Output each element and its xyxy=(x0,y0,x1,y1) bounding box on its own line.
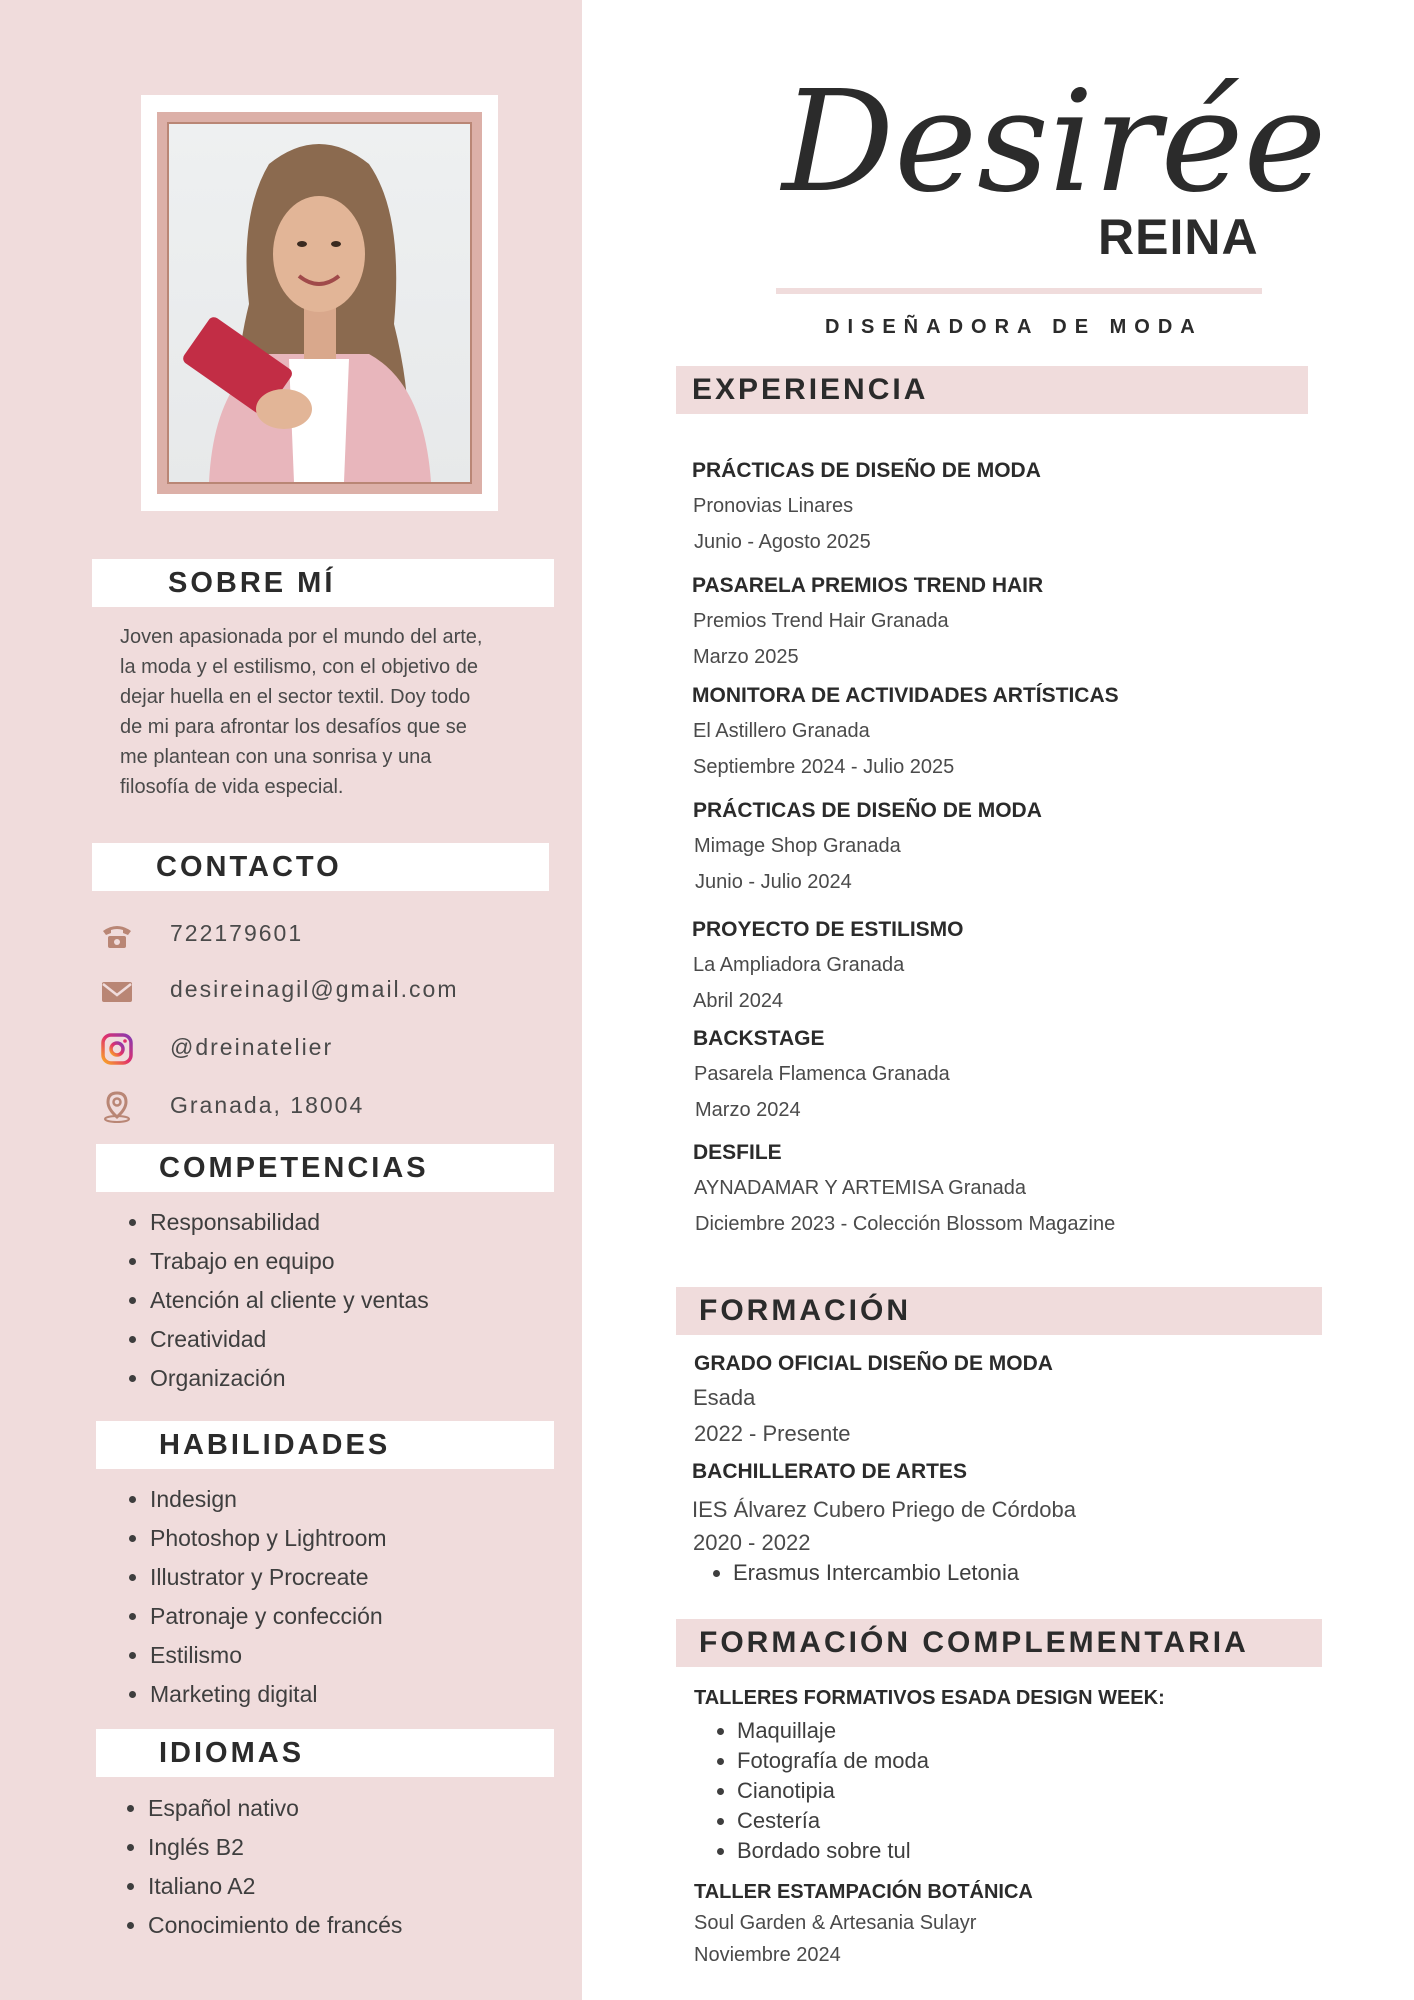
education-school: Esada xyxy=(693,1385,756,1410)
job-title: PRÁCTICAS DE DISEÑO DE MODA xyxy=(693,799,1042,822)
habilidades-heading-bar xyxy=(96,1421,554,1469)
location-text: Granada, 18004 xyxy=(170,1092,365,1118)
idiomas-list xyxy=(120,1789,402,1945)
list-item: • Conocimiento de francés xyxy=(148,1906,402,1945)
instagram-icon xyxy=(100,1032,134,1066)
formacion-heading: FORMACIÓN xyxy=(699,1294,911,1327)
job-company: AYNADAMAR Y ARTEMISA Granada xyxy=(694,1177,1026,1199)
svg-text:Desirée: Desirée xyxy=(782,61,1327,224)
taller2-place: Soul Garden & Artesania Sulayr xyxy=(694,1912,977,1934)
job-company: El Astillero Granada xyxy=(693,720,870,742)
competencias-heading: COMPETENCIAS xyxy=(159,1152,429,1184)
taller2-title: TALLER ESTAMPACIÓN BOTÁNICA xyxy=(694,1881,1033,1903)
list-item: • Cianotipia xyxy=(737,1776,929,1806)
list-item: • Fotografía de moda xyxy=(737,1746,929,1776)
job-title: BACKSTAGE xyxy=(693,1027,825,1050)
talleres-title: TALLERES FORMATIVOS ESADA DESIGN WEEK: xyxy=(694,1687,1165,1709)
list-item: • Atención al cliente y ventas xyxy=(150,1281,429,1320)
job-dates: Junio - Julio 2024 xyxy=(695,871,852,893)
list-item: • Cestería xyxy=(737,1806,929,1836)
idiomas-heading-bar xyxy=(96,1729,554,1777)
about-text: Joven apasionada por el mundo del arte, la moda y el estilismo, con el objetivo de dejar huella en el sector textil. Doy todo de mi para afrontar los desafíos que se me plantean con una sonrisa y una filosofía de vida especial. xyxy=(120,626,483,798)
list-item: • Indesign xyxy=(150,1480,387,1519)
list-item: • Italiano A2 xyxy=(148,1867,402,1906)
last-name: REINA xyxy=(1098,209,1259,265)
idiomas-heading: IDIOMAS xyxy=(159,1737,305,1769)
education-dates: 2020 - 2022 xyxy=(693,1530,811,1555)
job-dates: Marzo 2025 xyxy=(693,646,799,668)
profile-photo xyxy=(167,122,472,484)
complementaria-heading: FORMACIÓN COMPLEMENTARIA xyxy=(699,1626,1249,1659)
list-item: • Photoshop y Lightroom xyxy=(150,1519,387,1558)
contact-instagram[interactable] xyxy=(100,1030,540,1070)
job-company: Pronovias Linares xyxy=(693,495,854,517)
mail-icon xyxy=(100,974,134,1008)
job-role: DISEÑADORA DE MODA xyxy=(825,316,1203,338)
contact-email[interactable] xyxy=(100,972,540,1012)
list-item: • Marketing digital xyxy=(150,1675,387,1714)
contact-location xyxy=(100,1088,540,1128)
list-item: • Trabajo en equipo xyxy=(150,1242,429,1281)
experiencia-heading-bar xyxy=(676,366,1308,414)
list-item: • Creatividad xyxy=(150,1320,429,1359)
competencias-heading-bar xyxy=(96,1144,554,1192)
contact-phone[interactable] xyxy=(100,916,540,956)
location-pin-icon xyxy=(100,1090,134,1124)
contact-heading: CONTACTO xyxy=(156,851,342,883)
instagram-text: @dreinatelier xyxy=(170,1034,334,1060)
formacion-heading-bar xyxy=(676,1287,1322,1335)
talleres-list xyxy=(697,1716,929,1866)
contact-heading-bar xyxy=(92,843,549,891)
job-company: La Ampliadora Granada xyxy=(693,954,905,976)
list-item: • Maquillaje xyxy=(737,1716,929,1746)
about-heading: SOBRE MÍ xyxy=(168,567,336,599)
list-item: • Erasmus Intercambio Letonia xyxy=(733,1558,1019,1588)
name-divider xyxy=(776,288,1262,294)
job-dates: Marzo 2024 xyxy=(695,1099,801,1121)
habilidades-heading: HABILIDADES xyxy=(159,1429,391,1461)
job-dates: Junio - Agosto 2025 xyxy=(694,531,871,553)
email-text: desireinagil@gmail.com xyxy=(170,976,459,1002)
job-company: Mimage Shop Granada xyxy=(694,835,901,857)
job-title: PRÁCTICAS DE DISEÑO DE MODA xyxy=(692,459,1041,482)
job-dates: Abril 2024 xyxy=(693,990,784,1012)
job-title: DESFILE xyxy=(693,1141,782,1164)
education-dates: 2022 - Presente xyxy=(694,1421,851,1446)
list-item: • Organización xyxy=(150,1359,429,1398)
job-title: MONITORA DE ACTIVIDADES ARTÍSTICAS xyxy=(692,684,1119,707)
education-title: GRADO OFICIAL DISEÑO DE MODA xyxy=(694,1352,1053,1375)
list-item: • Español nativo xyxy=(148,1789,402,1828)
phone-text: 722179601 xyxy=(170,920,304,946)
about-heading-bar xyxy=(92,559,554,607)
habilidades-list xyxy=(122,1480,387,1714)
education-school: IES Álvarez Cubero Priego de Córdoba xyxy=(692,1497,1076,1522)
list-item: • Responsabilidad xyxy=(150,1203,429,1242)
job-title: PROYECTO DE ESTILISMO xyxy=(692,918,964,941)
job-dates: Diciembre 2023 - Colección Blossom Magazine xyxy=(695,1213,1116,1235)
phone-icon xyxy=(100,918,134,952)
list-item: • Patronaje y confección xyxy=(150,1597,387,1636)
job-title: PASARELA PREMIOS TREND HAIR xyxy=(692,574,1044,597)
first-name-script xyxy=(770,20,1327,224)
competencias-list xyxy=(122,1203,429,1398)
portrait-illustration xyxy=(169,124,470,482)
list-item: • Illustrator y Procreate xyxy=(150,1558,387,1597)
experiencia-heading: EXPERIENCIA xyxy=(692,373,929,406)
education-bullets xyxy=(693,1558,1019,1588)
list-item: • Inglés B2 xyxy=(148,1828,402,1867)
job-company: Premios Trend Hair Granada xyxy=(693,610,949,632)
job-company: Pasarela Flamenca Granada xyxy=(694,1063,950,1085)
taller2-date: Noviembre 2024 xyxy=(694,1944,841,1966)
photo-frame xyxy=(141,95,498,511)
education-title: BACHILLERATO DE ARTES xyxy=(692,1460,967,1483)
list-item: • Bordado sobre tul xyxy=(737,1836,929,1866)
complementaria-heading-bar xyxy=(676,1619,1322,1667)
list-item: • Estilismo xyxy=(150,1636,387,1675)
job-dates: Septiembre 2024 - Julio 2025 xyxy=(693,756,955,778)
